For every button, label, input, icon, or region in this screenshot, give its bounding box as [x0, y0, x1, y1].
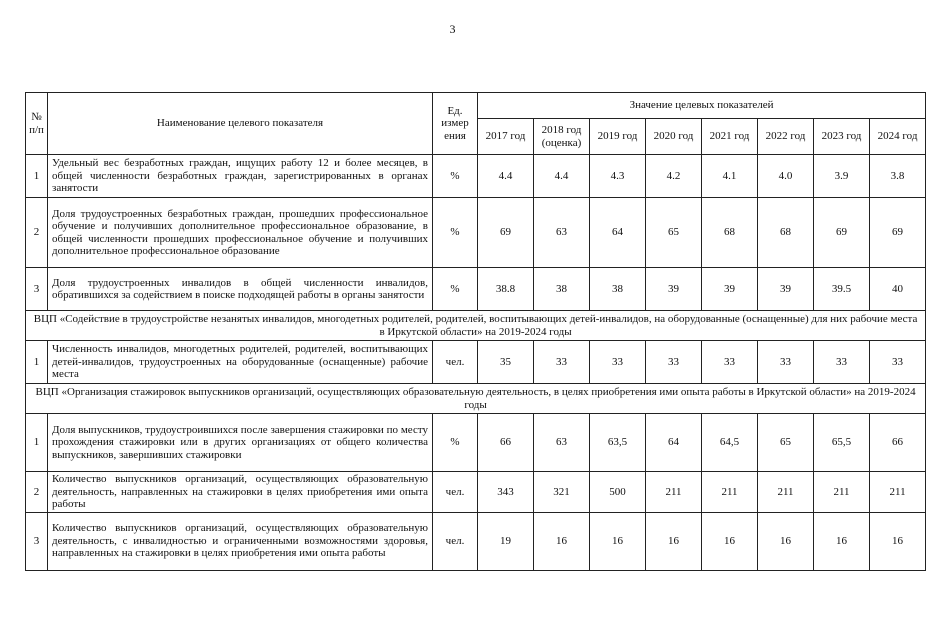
- section-row: [26, 384, 926, 414]
- value-cell: 39.5: [814, 268, 870, 311]
- header-name: Наименование целевого показателя: [48, 93, 433, 155]
- value-cell: 19: [478, 512, 534, 570]
- value-cell: 39: [646, 268, 702, 311]
- unit-cell: %: [433, 268, 478, 311]
- page-number: 3: [449, 22, 456, 36]
- value-cell: 4.4: [478, 155, 534, 198]
- value-cell: 66: [478, 414, 534, 472]
- value-cell: 33: [534, 341, 590, 384]
- header-num: № п/п: [26, 93, 48, 155]
- header-year: 2018 год (оценка): [534, 119, 590, 155]
- value-cell: 16: [534, 512, 590, 570]
- value-cell: 321: [534, 472, 590, 513]
- value-cell: 63: [534, 414, 590, 472]
- value-cell: 35: [478, 341, 534, 384]
- value-cell: 211: [870, 472, 926, 513]
- value-cell: 64,5: [702, 414, 758, 472]
- row-number: 1: [26, 414, 48, 472]
- row-number: 1: [26, 341, 48, 384]
- value-cell: 211: [702, 472, 758, 513]
- value-cell: 500: [590, 472, 646, 513]
- section-title: ВЦП «Содействие в трудоустройстве незанятых инвалидов, многодетных родителей, родителей, воспитывающих детей-инвалидов, на оборудованные (оснащенные) для них рабочие места в Иркутской области» на 2019-2024 годы: [26, 311, 926, 341]
- indicator-name: Удельный вес безработных граждан, ищущих работу 12 и более месяцев, в общей численности безработных граждан, зарегистрированных в органах занятости: [48, 155, 433, 198]
- value-cell: 65,5: [814, 414, 870, 472]
- row-number: 1: [26, 155, 48, 198]
- value-cell: 63: [534, 198, 590, 268]
- value-cell: 66: [870, 414, 926, 472]
- header-values-group: Значение целевых показателей: [478, 93, 926, 119]
- row-number: 3: [26, 512, 48, 570]
- indicator-name: Количество выпускников организаций, осуществляющих образовательную деятельность, направленных на стажировки в целях приобретения ими опыта работы: [48, 472, 433, 513]
- table-row: [26, 155, 926, 198]
- header-year: 2024 год: [870, 119, 926, 155]
- value-cell: 39: [758, 268, 814, 311]
- indicator-name: Доля трудоустроенных безработных граждан, прошедших профессиональное обучение и получивших дополнительное профессиональное образование, в общей численности прошедших профессиональное обучение и получивших дополнительное профессиональное образование: [48, 198, 433, 268]
- table-body: [26, 155, 926, 571]
- value-cell: 65: [758, 414, 814, 472]
- unit-cell: %: [433, 155, 478, 198]
- header-year: 2023 год: [814, 119, 870, 155]
- unit-cell: %: [433, 198, 478, 268]
- table-row: [26, 268, 926, 311]
- table-header: [26, 93, 926, 155]
- value-cell: 3.9: [814, 155, 870, 198]
- section-title: ВЦП «Организация стажировок выпускников организаций, осуществляющих образовательную деятельность, в целях приобретения ими опыта работы в Иркутской области» на 2019-2024 годы: [26, 384, 926, 414]
- value-cell: 33: [758, 341, 814, 384]
- value-cell: 33: [870, 341, 926, 384]
- row-number: 2: [26, 472, 48, 513]
- value-cell: 211: [758, 472, 814, 513]
- value-cell: 39: [702, 268, 758, 311]
- row-number: 2: [26, 198, 48, 268]
- header-year: 2019 год: [590, 119, 646, 155]
- value-cell: 64: [590, 198, 646, 268]
- header-year: 2022 год: [758, 119, 814, 155]
- value-cell: 33: [702, 341, 758, 384]
- targets-table: [25, 92, 926, 571]
- value-cell: 4.4: [534, 155, 590, 198]
- value-cell: 4.0: [758, 155, 814, 198]
- header-year: 2020 год: [646, 119, 702, 155]
- table-row: [26, 472, 926, 513]
- header-year: 2017 год: [478, 119, 534, 155]
- table-row: [26, 512, 926, 570]
- value-cell: 38: [590, 268, 646, 311]
- value-cell: 33: [646, 341, 702, 384]
- indicator-name: Доля трудоустроенных инвалидов в общей численности инвалидов, обратившихся за содействием в поиске подходящей работы в органы занятости: [48, 268, 433, 311]
- value-cell: 16: [702, 512, 758, 570]
- header-year: 2021 год: [702, 119, 758, 155]
- unit-cell: чел.: [433, 512, 478, 570]
- table-row: [26, 341, 926, 384]
- value-cell: 68: [758, 198, 814, 268]
- value-cell: 69: [478, 198, 534, 268]
- unit-cell: %: [433, 414, 478, 472]
- value-cell: 65: [646, 198, 702, 268]
- value-cell: 38: [534, 268, 590, 311]
- value-cell: 40: [870, 268, 926, 311]
- indicator-name: Доля выпускников, трудоустроившихся после завершения стажировки по месту прохождения стажировки или в других организациях от общего количества выпускников, завершивших стажировки: [48, 414, 433, 472]
- value-cell: 343: [478, 472, 534, 513]
- value-cell: 63,5: [590, 414, 646, 472]
- value-cell: 68: [702, 198, 758, 268]
- value-cell: 64: [646, 414, 702, 472]
- unit-cell: чел.: [433, 341, 478, 384]
- value-cell: 4.3: [590, 155, 646, 198]
- value-cell: 211: [646, 472, 702, 513]
- value-cell: 69: [870, 198, 926, 268]
- header-unit: Ед. измер ения: [433, 93, 478, 155]
- value-cell: 16: [814, 512, 870, 570]
- value-cell: 16: [590, 512, 646, 570]
- value-cell: 3.8: [870, 155, 926, 198]
- unit-cell: чел.: [433, 472, 478, 513]
- value-cell: 16: [758, 512, 814, 570]
- value-cell: 33: [814, 341, 870, 384]
- value-cell: 16: [646, 512, 702, 570]
- value-cell: 211: [814, 472, 870, 513]
- value-cell: 4.1: [702, 155, 758, 198]
- section-row: [26, 311, 926, 341]
- value-cell: 38.8: [478, 268, 534, 311]
- value-cell: 33: [590, 341, 646, 384]
- value-cell: 16: [870, 512, 926, 570]
- value-cell: 4.2: [646, 155, 702, 198]
- table-row: [26, 198, 926, 268]
- indicator-name: Количество выпускников организаций, осуществляющих образовательную деятельность, с инвалидностью и ограниченными возможностями здоровья, направленных на стажировки в целях приобретения ими опыта работы: [48, 512, 433, 570]
- indicator-name: Численность инвалидов, многодетных родителей, родителей, воспитывающих детей-инвалидов, трудоустроенных на оборудованные (оснащенные) рабочие места: [48, 341, 433, 384]
- value-cell: 69: [814, 198, 870, 268]
- table-row: [26, 414, 926, 472]
- row-number: 3: [26, 268, 48, 311]
